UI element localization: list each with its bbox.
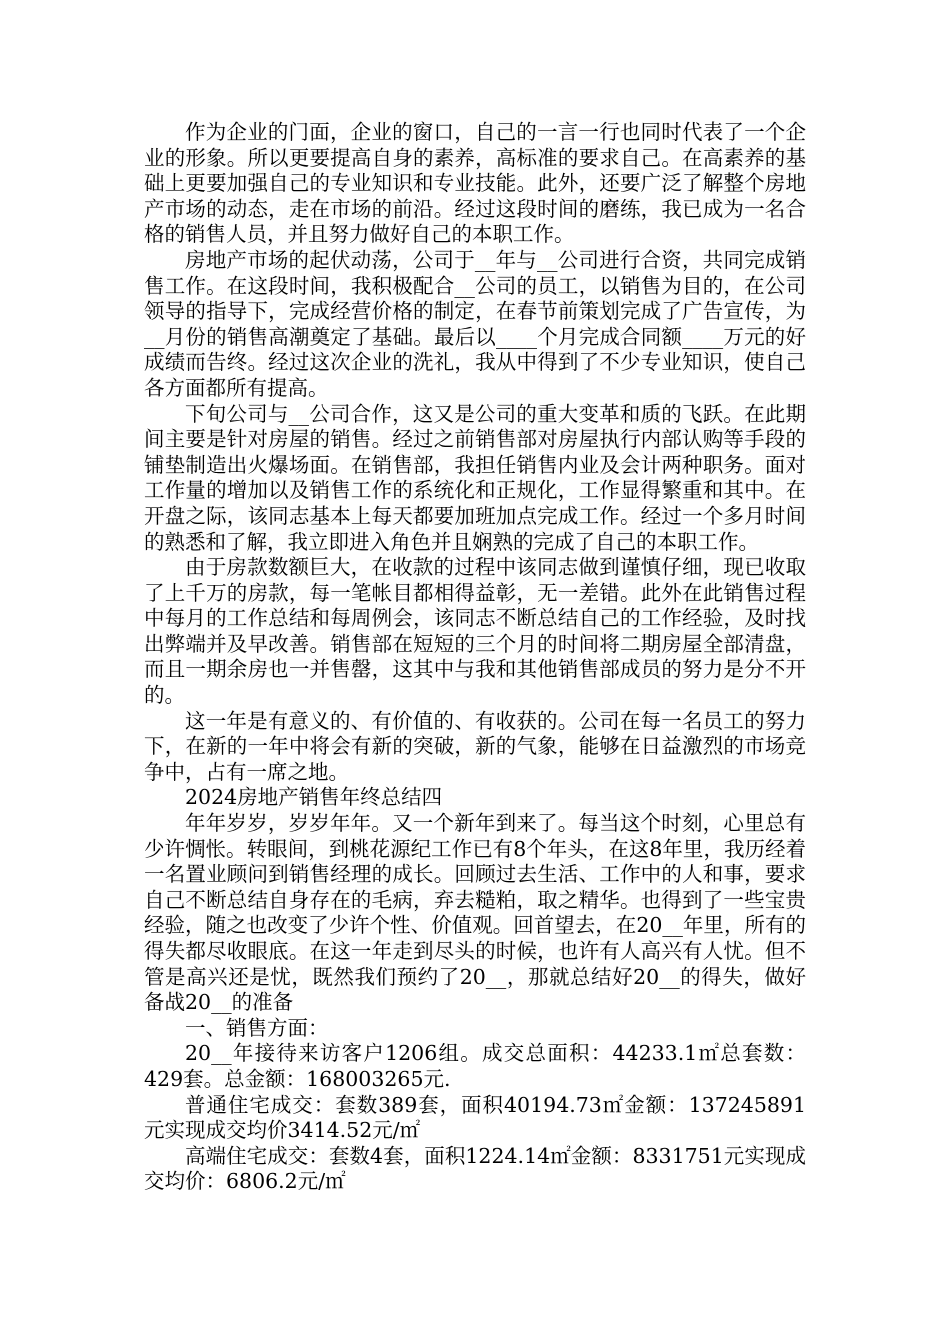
paragraph: 年年岁岁，岁岁年年。又一个新年到来了。每当这个时刻，心里总有少许惆怅。转眼间，到桃花源纪工作已有8个年头，在这8年里，我历经着一名置业顾问到销售经理的成长。回顾过去生活、工作中的人和事，要求自己不断总结自身存在的毛病，弃去糙粕，取之精华。也得到了一些宝贵经验，随之也改变了少许个性、价值观。回首望去，在20__年里，所有的得失都尽收眼底。在这一年走到尽头的时候，也许有人高兴有人忧。但不管是高兴还是忧，既然我们预约了20__，那就总结好20__的得失，做好备战20__的准备 [144,811,806,1015]
subsection-title: 一、销售方面： [185,1015,329,1040]
paragraph: 由于房款数额巨大，在收款的过程中该同志做到谨慎仔细，现已收取了上千万的房款，每一笔帐目都相得益彰，无一差错。此外在此销售过程中每月的工作总结和每周例会，该同志不断总结自己的工作经验，及时找出弊端并及早改善。销售部在短短的三个月的时间将二期房屋全部清盘，而且一期余房也一并售罄，这其中与我和其他销售部成员的努力是分不开的。 [144,555,806,708]
paragraph: 下旬公司与__公司合作，这又是公司的重大变革和质的飞跃。在此期间主要是针对房屋的销售。经过之前销售部对房屋执行内部认购等手段的铺垫制造出火爆场面。在销售部，我担任销售内业及会计两种职务。面对工作量的增加以及销售工作的系统化和正规化，工作显得繁重和其中。在开盘之际，该同志基本上每天都要加班加点完成工作。经过一个多月时间的熟悉和了解，我立即进入角色并且娴熟的完成了自己的本职工作。 [144,401,806,554]
paragraph: 作为企业的门面，企业的窗口，自己的一言一行也同时代表了一个企业的形象。所以更要提高自身的素养，高标准的要求自己。在高素养的基础上更要加强自己的专业知识和专业技能。此外，还要广泛了解整个房地产市场的动态，走在市场的前沿。经过这段时间的磨练，我已成为一名合格的销售人员，并且努力做好自己的本职工作。 [144,120,806,247]
document-body [144,120,806,1195]
paragraph: 这一年是有意义的、有价值的、有收获的。公司在每一名员工的努力下，在新的一年中将会有新的突破，新的气象，能够在日益激烈的市场竞争中，占有一席之地。 [144,708,806,784]
stats-line: 高端住宅成交：套数4套，面积1224.14㎡金额：8331751元实现成交均价：6806.2元/㎡ [144,1143,806,1194]
stats-line: 普通住宅成交：套数389套，面积40194.73㎡金额：137245891元实现成交均价3414.52元/㎡ [144,1092,806,1143]
stats-line: 20__年接待来访客户1206组。成交总面积：44233.1㎡总套数：429套。总金额：168003265元. [144,1041,806,1091]
section-heading: 2024房地产销售年终总结四 [185,785,443,810]
paragraph: 房地产市场的起伏动荡，公司于__年与__公司进行合资，共同完成销售工作。在这段时间，我积极配合__公司的员工，以销售为目的，在公司领导的指导下，完成经营价格的制定，在春节前策划完成了广告宣传，为__月份的销售高潮奠定了基础。最后以____个月完成合同额____万元的好成绩而告终。经过这次企业的洗礼，我从中得到了不少专业知识，使自己各方面都所有提高。 [144,247,806,400]
